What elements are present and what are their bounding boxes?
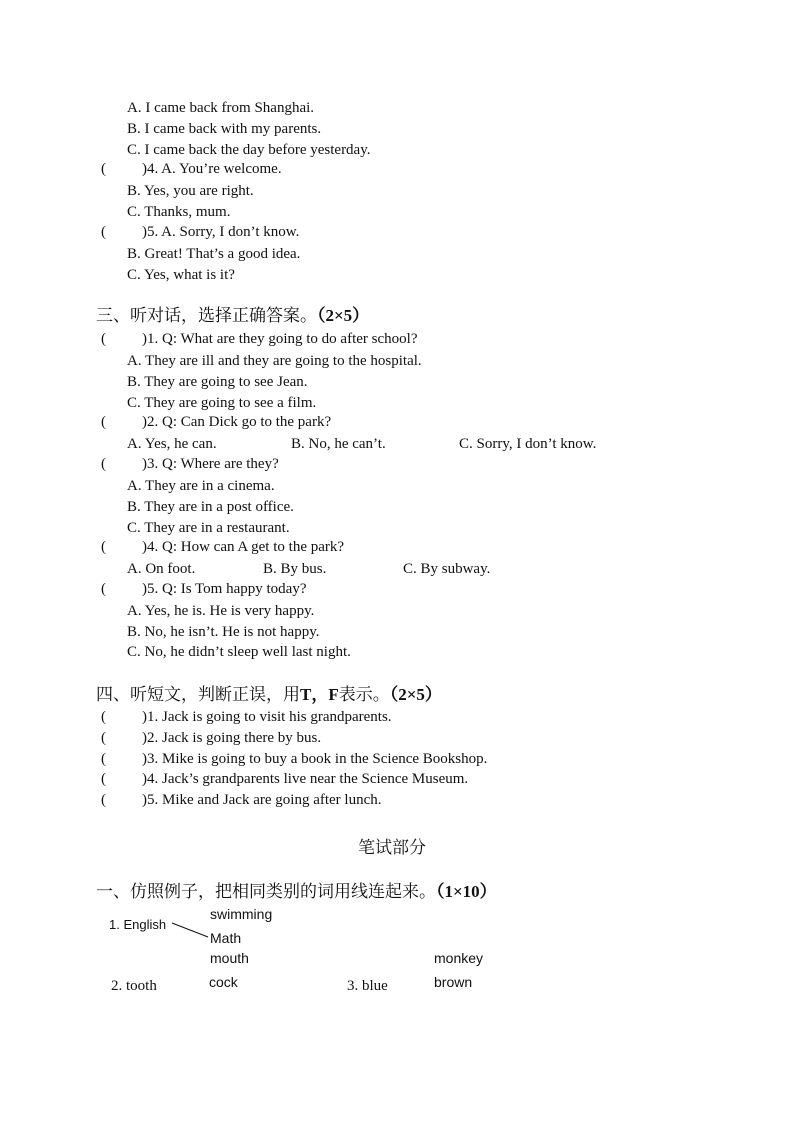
option-line: C. Yes, what is it? — [127, 267, 235, 283]
option-line: A. Yes, he is. He is very happy. — [127, 603, 315, 619]
option-line: B. They are going to see Jean. — [127, 374, 308, 390]
tf-item: ( )4. Jack’s grandparents live near the Science Museum. — [101, 771, 469, 787]
option-line: B. They are in a post office. — [127, 499, 294, 515]
option-line: B. Yes, you are right. — [127, 183, 254, 199]
match-word: monkey — [434, 950, 484, 966]
option-line: B. I came back with my parents. — [127, 121, 322, 137]
question-row: ( )4. Q: How can A get to the park? — [101, 539, 345, 555]
match-word: cock — [209, 974, 238, 990]
option-line: C. They are in a restaurant. — [127, 520, 290, 536]
match-word: mouth — [210, 950, 249, 966]
option-line: A. On foot. — [127, 561, 196, 577]
connector-line — [172, 923, 208, 937]
question-row: ( )3. Q: Where are they? — [101, 456, 279, 472]
option-line: A. They are in a cinema. — [127, 478, 275, 494]
option-line: B. By bus. — [263, 561, 327, 577]
part-title: 笔试部分 — [358, 838, 426, 858]
section-heading: 三、听对话，选择正确答案。（2×5） — [96, 306, 370, 326]
tf-item: ( )5. Mike and Jack are going after lunch. — [101, 792, 382, 808]
tf-item: ( )1. Jack is going to visit his grandparents. — [101, 709, 392, 725]
option-line: B. No, he can’t. — [291, 436, 386, 452]
section-heading: 一、仿照例子，把相同类别的词用线连起来。（1×10） — [96, 882, 497, 902]
match-word: brown — [434, 974, 473, 990]
option-line: A. I came back from Shanghai. — [127, 100, 315, 116]
question-row: ( )5. A. Sorry, I don’t know. — [101, 224, 300, 240]
match-word: Math — [210, 930, 242, 946]
question-row: ( )1. Q: What are they going to do after school? — [101, 331, 418, 347]
option-line: C. By subway. — [403, 561, 491, 577]
option-line: C. No, he didn’t sleep well last night. — [127, 644, 351, 660]
question-row: ( )5. Q: Is Tom happy today? — [101, 581, 307, 597]
option-line: C. Thanks, mum. — [127, 204, 231, 220]
option-line: A. They are ill and they are going to the hospital. — [127, 353, 422, 369]
match-word: swimming — [210, 906, 273, 922]
option-line: C. I came back the day before yesterday. — [127, 142, 371, 158]
tf-item: ( )2. Jack is going there by bus. — [101, 730, 322, 746]
option-line: A. Yes, he can. — [127, 436, 217, 452]
left-word: 3. blue — [347, 978, 388, 994]
option-line: C. Sorry, I don’t know. — [459, 436, 597, 452]
question-row: ( )4. A. You’re welcome. — [101, 161, 282, 177]
left-word: 2. tooth — [111, 978, 157, 994]
left-word: 1. English — [109, 917, 167, 932]
option-line: B. Great! That’s a good idea. — [127, 246, 301, 262]
option-line: C. They are going to see a film. — [127, 395, 317, 411]
section-heading: 四、听短文，判断正误，用T，F表示。（2×5） — [96, 685, 442, 705]
option-line: B. No, he isn’t. He is not happy. — [127, 624, 320, 640]
tf-item: ( )3. Mike is going to buy a book in the Science Bookshop. — [101, 751, 488, 767]
question-row: ( )2. Q: Can Dick go to the park? — [101, 414, 332, 430]
